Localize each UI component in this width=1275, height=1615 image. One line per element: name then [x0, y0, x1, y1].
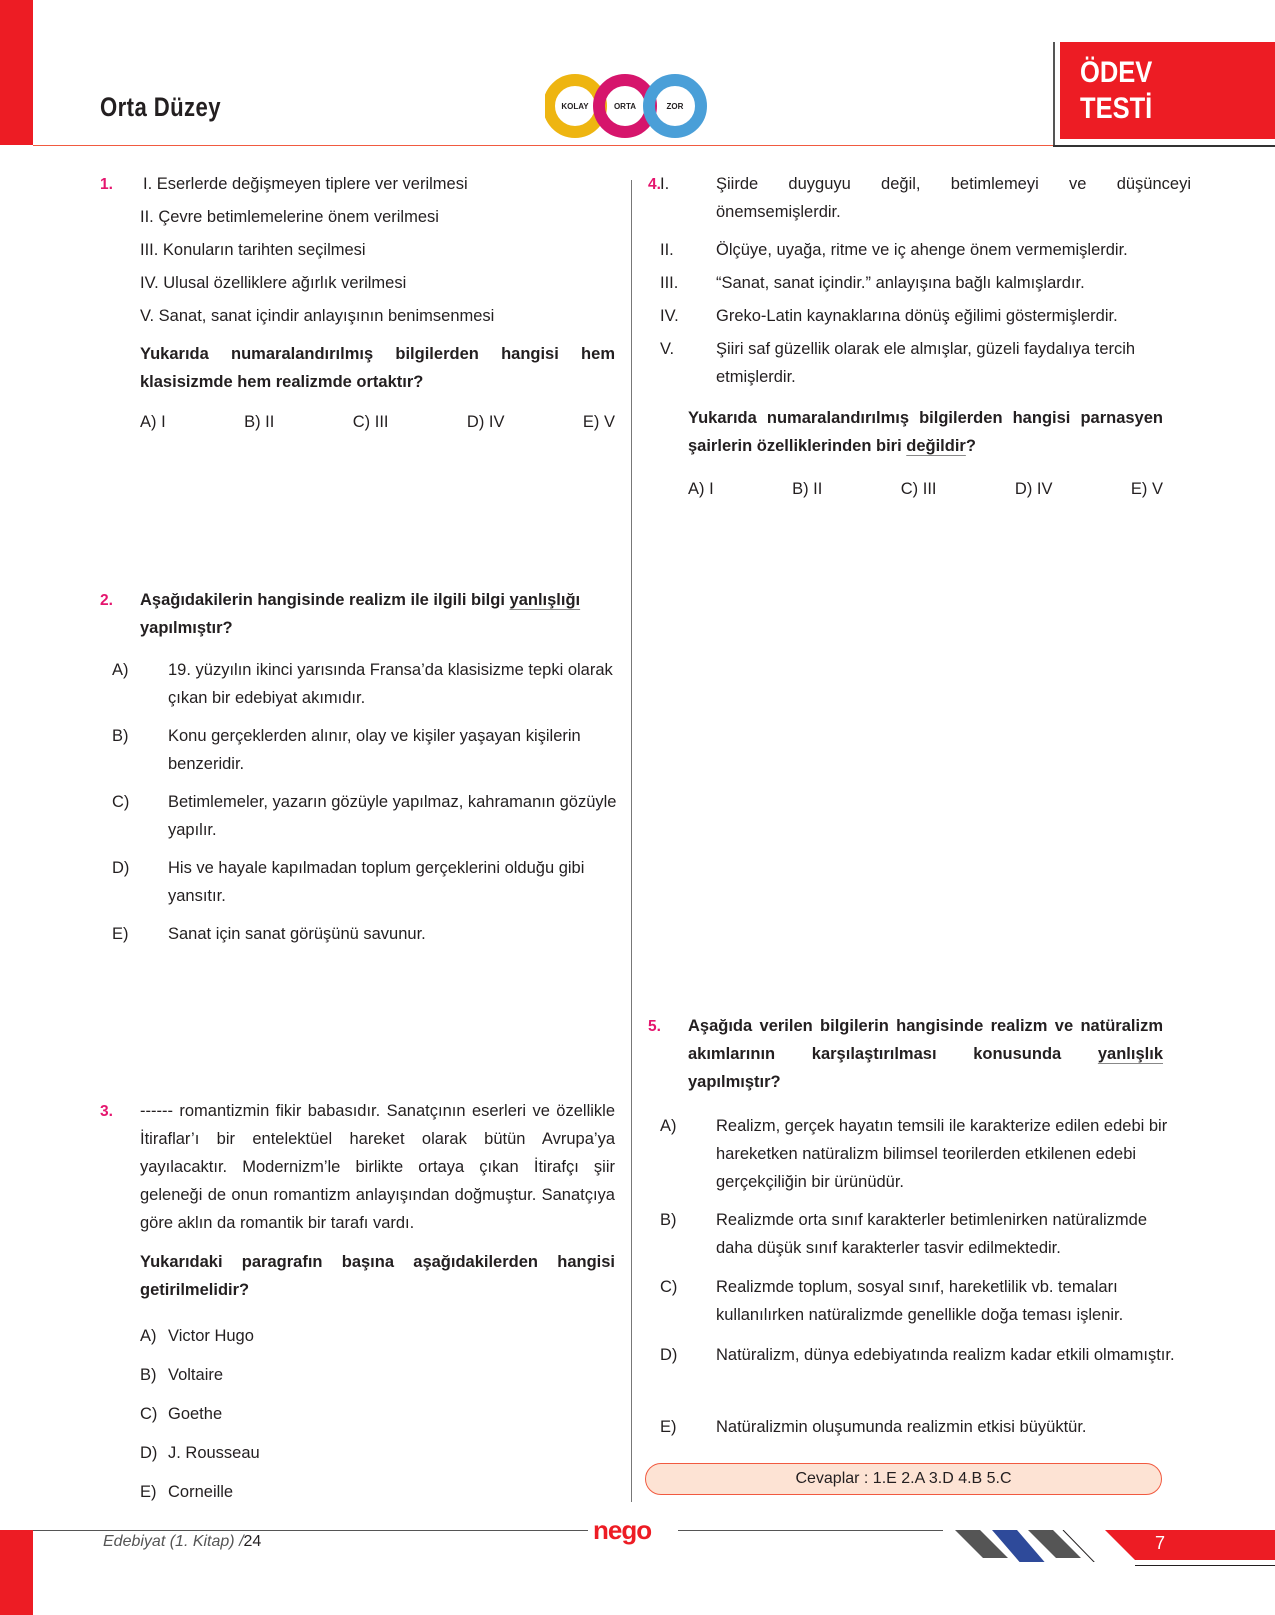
answer-key: Cevaplar : 1.E 2.A 3.D 4.B 5.C: [645, 1463, 1162, 1495]
left-red-bar-bottom: [0, 1530, 33, 1615]
item-text: Şiirde duyguyu değil, betimlemeyi ve düşünceyi önemsemişlerdir.: [716, 175, 1191, 221]
difficulty-rings-logo: [545, 70, 715, 142]
badge-frame-bottom: [1053, 145, 1275, 147]
option-text: Realizmde toplum, sosyal sınıf, hareketlilik vb. temaları kullanılırken natüralizmde genellikle doğa teması işlenir.: [716, 1278, 1124, 1324]
option-letter: E): [140, 1483, 157, 1501]
option-letter: E): [112, 925, 129, 943]
q5-option-a[interactable]: [660, 1112, 1184, 1196]
option-letter: C): [660, 1278, 678, 1296]
roman-numeral: II.: [660, 241, 674, 259]
q4-stem-underlined: değildir: [906, 437, 966, 455]
q5-option-e[interactable]: [660, 1413, 1184, 1441]
q1-option-c[interactable]: C) III: [352, 413, 389, 431]
q1-item-2: II. Çevre betimlemelerine önem verilmesi: [140, 208, 439, 226]
q4-stem-end: ?: [965, 437, 976, 455]
q5-stem-text: Aşağıda verilen bilgilerin hangisinde realizm ve natüralizm akımlarının karşılaştırılması konusunda: [688, 1017, 1163, 1063]
option-letter: B): [112, 727, 129, 745]
level-title: Orta Düzey: [100, 92, 221, 122]
option-text: J. Rousseau: [168, 1444, 260, 1462]
q4-item-1: [660, 170, 1191, 226]
footer-line-left: [33, 1530, 588, 1531]
badge-line-1: ÖDEV: [1080, 56, 1153, 89]
left-red-bar-top: [0, 0, 33, 145]
option-text: Sanat için sanat görüşünü savunur.: [168, 925, 426, 943]
option-letter: C): [140, 1405, 158, 1423]
q5-option-d[interactable]: [660, 1341, 1184, 1369]
option-letter: A): [140, 1327, 157, 1345]
q1-stem: Yukarıda numaralandırılmış bilgilerden hangisi hem klasisizmde hem realizmde ortaktır?: [140, 345, 615, 391]
q1-item-5: V. Sanat, sanat içindir anlayışının benimsenmesi: [140, 307, 495, 325]
option-letter: D): [112, 859, 130, 877]
roman-numeral: IV.: [660, 307, 679, 325]
q5-option-c[interactable]: [660, 1273, 1194, 1329]
badge-line-2: TESTİ: [1080, 92, 1153, 125]
book-page: 24: [243, 1533, 262, 1550]
level-easy: KOLAY: [561, 102, 589, 111]
q2-option-b[interactable]: [112, 722, 638, 778]
option-text: Natüralizmin oluşumunda realizmin etkisi büyüktür.: [716, 1418, 1087, 1436]
q2-stem-text: Aşağıdakilerin hangisinde realizm ile ilgili bilgi: [140, 591, 510, 609]
q1-options: [140, 413, 615, 432]
option-text: Konu gerçeklerden alınır, olay ve kişiler yaşayan kişilerin benzeridir.: [168, 727, 581, 773]
badge-frame: [1053, 42, 1055, 147]
option-letter: A): [660, 1117, 677, 1135]
footer-book-title: [103, 1533, 261, 1551]
homework-test-label: [1080, 55, 1152, 127]
q5-stem-underlined: yanlışlık: [1097, 1045, 1163, 1063]
q3-passage: ------ romantizmin fikir babasıdır. Sanatçının eserleri ve özellikle İtiraflar’ı bir entelektüel hareket olarak bütün Avrupa’ya yayılacaktır. Modernizm’le birlikte ortaya çıkan İtirafçı şiir geleneği de onun romantizm anlayışından doğmuştur. Sanatçıya göre aklın da romantik bir tarafı vardı.: [140, 1102, 615, 1232]
footer-stripes-decoration: [950, 1530, 1110, 1562]
question-5-number: 5.: [648, 1018, 661, 1035]
q3-stem: Yukarıdaki paragrafın başına aşağıdakilerden hangisi getirilmelidir?: [140, 1253, 615, 1299]
q1-item-1: I. Eserlerde değişmeyen tiplere ver verilmesi: [143, 175, 468, 193]
roman-numeral: III.: [660, 274, 679, 292]
item-text: “Sanat, sanat içindir.” anlayışına bağlı kalmışlardır.: [716, 274, 1085, 292]
q2-option-a[interactable]: [112, 656, 638, 712]
question-3-number: 3.: [100, 1103, 113, 1120]
item-text: Ölçüye, uyağa, ritme ve iç ahenge önem vermemişlerdir.: [716, 241, 1128, 259]
option-letter: E): [660, 1418, 677, 1436]
page-number-bar: [1105, 1530, 1275, 1560]
q4-options: [688, 480, 1163, 499]
q3-option-d[interactable]: [140, 1439, 260, 1467]
question-1-number: 1.: [100, 176, 113, 193]
option-letter: D): [660, 1346, 678, 1364]
q4-stem-text: Yukarıda numaralandırılmış bilgilerden hangisi parnasyen şairlerin özelliklerinden biri: [688, 409, 1163, 455]
header-divider: [33, 145, 1053, 146]
level-hard: ZOR: [666, 102, 684, 111]
q3-option-e[interactable]: [140, 1478, 233, 1506]
question-4-number: 4.: [648, 176, 661, 193]
publisher-logo: nego: [593, 1515, 652, 1545]
q2-stem-underlined: yanlışlığı: [509, 591, 581, 609]
q3-option-a[interactable]: [140, 1322, 254, 1350]
option-letter: B): [660, 1211, 677, 1229]
q5-option-b[interactable]: [660, 1206, 1184, 1262]
q3-option-b[interactable]: [140, 1361, 223, 1389]
option-text: Corneille: [168, 1483, 234, 1501]
q1-option-a[interactable]: A) I: [140, 413, 166, 431]
option-text: Realizm, gerçek hayatın temsili ile karakterize edilen edebi bir hareketken natüralizm bilimsel teorilerden etkilenen edebi gerçekçiliğin bir ürünüdür.: [716, 1117, 1168, 1191]
roman-numeral: V.: [660, 340, 675, 358]
q4-option-e[interactable]: E) V: [1130, 480, 1163, 498]
q2-option-d[interactable]: [112, 854, 638, 910]
q4-item-5: [660, 335, 1191, 391]
option-text: Betimlemeler, yazarın gözüyle yapılmaz, kahramanın gözüyle yapılır.: [168, 793, 617, 839]
q4-option-a[interactable]: A) I: [688, 480, 714, 498]
page-bar-underline: [1135, 1565, 1275, 1566]
q4-item-2: [660, 236, 1191, 264]
option-text: Goethe: [168, 1405, 223, 1423]
q5-stem: [688, 1012, 1163, 1096]
q1-item-3: III. Konuların tarihten seçilmesi: [140, 241, 366, 259]
option-text: Natüralizm, dünya edebiyatında realizm kadar etkili olmamıştır.: [716, 1346, 1175, 1364]
q1-option-e[interactable]: E) V: [582, 413, 615, 431]
q2-stem-end: yapılmıştır?: [140, 619, 233, 637]
q5-stem-end: yapılmıştır?: [688, 1073, 781, 1091]
q4-option-b[interactable]: B) II: [792, 480, 823, 498]
page-number: 7: [1155, 1533, 1166, 1553]
q2-option-e[interactable]: [112, 920, 638, 948]
footer-line-right: [678, 1530, 943, 1531]
q1-option-d[interactable]: D) IV: [466, 413, 505, 431]
option-letter: D): [140, 1444, 158, 1462]
item-text: Şiiri saf güzellik olarak ele almışlar, güzeli faydalıya tercih etmişlerdir.: [716, 340, 1136, 386]
option-letter: A): [112, 661, 129, 679]
option-text: Voltaire: [168, 1366, 224, 1384]
q4-stem: [688, 404, 1163, 460]
option-text: His ve hayale kapılmadan toplum gerçeklerini olduğu gibi yansıtır.: [168, 859, 585, 905]
q4-option-c[interactable]: C) III: [900, 480, 937, 498]
option-text: Realizmde orta sınıf karakterler betimlenirken natüralizmde daha düşük sınıf karakterler tasvir edilmektedir.: [716, 1211, 1148, 1257]
option-text: 19. yüzyılın ikinci yarısında Fransa’da klasisizme tepki olarak çıkan bir edebiyat akımıdır.: [168, 661, 613, 707]
q4-item-4: [660, 302, 1191, 330]
q2-option-c[interactable]: [112, 788, 638, 844]
roman-numeral: I.: [660, 175, 670, 193]
level-medium: ORTA: [613, 102, 637, 111]
q1-option-b[interactable]: B) II: [244, 413, 275, 431]
q1-item-4: IV. Ulusal özelliklere ağırlık verilmesi: [140, 274, 407, 292]
q4-option-d[interactable]: D) IV: [1014, 480, 1053, 498]
question-2-number: 2.: [100, 592, 113, 609]
q3-option-c[interactable]: [140, 1400, 222, 1428]
q2-stem: [140, 586, 615, 642]
option-text: Victor Hugo: [168, 1327, 254, 1345]
q4-item-3: [660, 269, 1191, 297]
option-letter: B): [140, 1366, 157, 1384]
option-letter: C): [112, 793, 130, 811]
book-title: Edebiyat (1. Kitap) /: [103, 1533, 244, 1550]
item-text: Greko-Latin kaynaklarına dönüş eğilimi göstermişlerdir.: [716, 307, 1118, 325]
